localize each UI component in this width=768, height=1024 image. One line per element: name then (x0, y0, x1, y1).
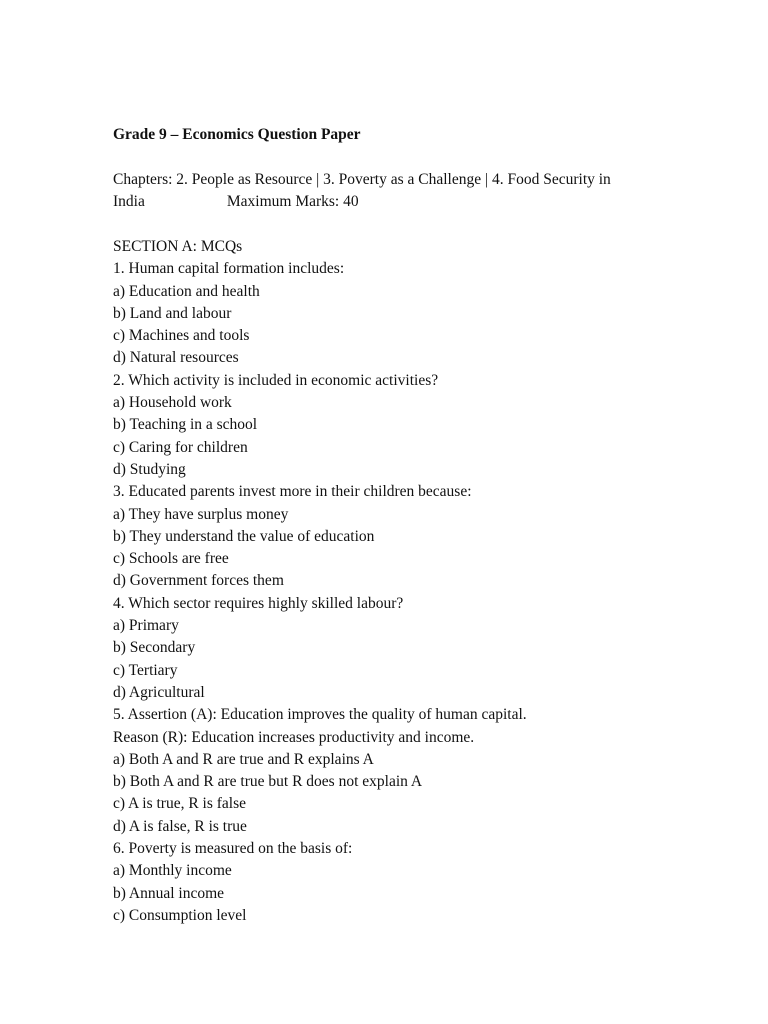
chapters-line: Chapters: 2. People as Resource | 3. Poverty as a Challenge | 4. Food Security in (113, 171, 611, 188)
option-line: c) Caring for children (113, 438, 248, 456)
question-line: 2. Which activity is included in economic activities? (113, 371, 439, 389)
question-line: 3. Educated parents invest more in their children because: (113, 483, 472, 501)
option-line: c) Schools are free (113, 550, 229, 568)
paper-meta (113, 169, 673, 213)
option-line: b) Both A and R are true but R does not explain A (113, 773, 423, 791)
assertion-line: 5. Assertion (A): Education improves the quality of human capital. (113, 706, 527, 724)
chapters-line-end: India (113, 193, 145, 210)
question-line: 4. Which sector requires highly skilled labour? (113, 594, 404, 612)
question-line: 1. Human capital formation includes: (113, 260, 345, 278)
maximum-marks: Maximum Marks: 40 (226, 193, 359, 210)
option-line: d) Government forces them (113, 572, 284, 590)
option-line: d) A is false, R is true (113, 817, 247, 835)
option-line: c) Consumption level (113, 906, 247, 924)
option-line: a) Both A and R are true and R explains A (113, 750, 374, 768)
option-line: a) They have surplus money (113, 505, 289, 523)
reason-line: Reason (R): Education increases productivity and income. (113, 728, 475, 746)
option-line: a) Monthly income (113, 862, 232, 880)
question-paper-page (113, 124, 673, 927)
option-line: b) Land and labour (113, 304, 232, 322)
option-line: a) Primary (113, 617, 179, 635)
paper-title: Grade 9 – Economics Question Paper (113, 126, 361, 143)
option-line: a) Household work (113, 394, 232, 412)
section-heading: SECTION A: MCQs (113, 238, 243, 255)
option-line: d) Agricultural (113, 683, 205, 701)
option-line: b) Teaching in a school (113, 416, 258, 434)
option-line: a) Education and health (113, 282, 260, 300)
option-line: c) Tertiary (113, 661, 178, 679)
option-line: d) Studying (113, 460, 186, 478)
option-line: b) Secondary (113, 639, 196, 657)
section-a (113, 236, 673, 927)
option-line: d) Natural resources (113, 349, 239, 367)
option-line: c) A is true, R is false (113, 795, 247, 813)
option-line: b) Annual income (113, 884, 225, 902)
chapters-line-continued (113, 191, 673, 213)
option-line: b) They understand the value of education (113, 527, 375, 545)
question-line: 6. Poverty is measured on the basis of: (113, 840, 353, 858)
option-line: c) Machines and tools (113, 327, 250, 345)
